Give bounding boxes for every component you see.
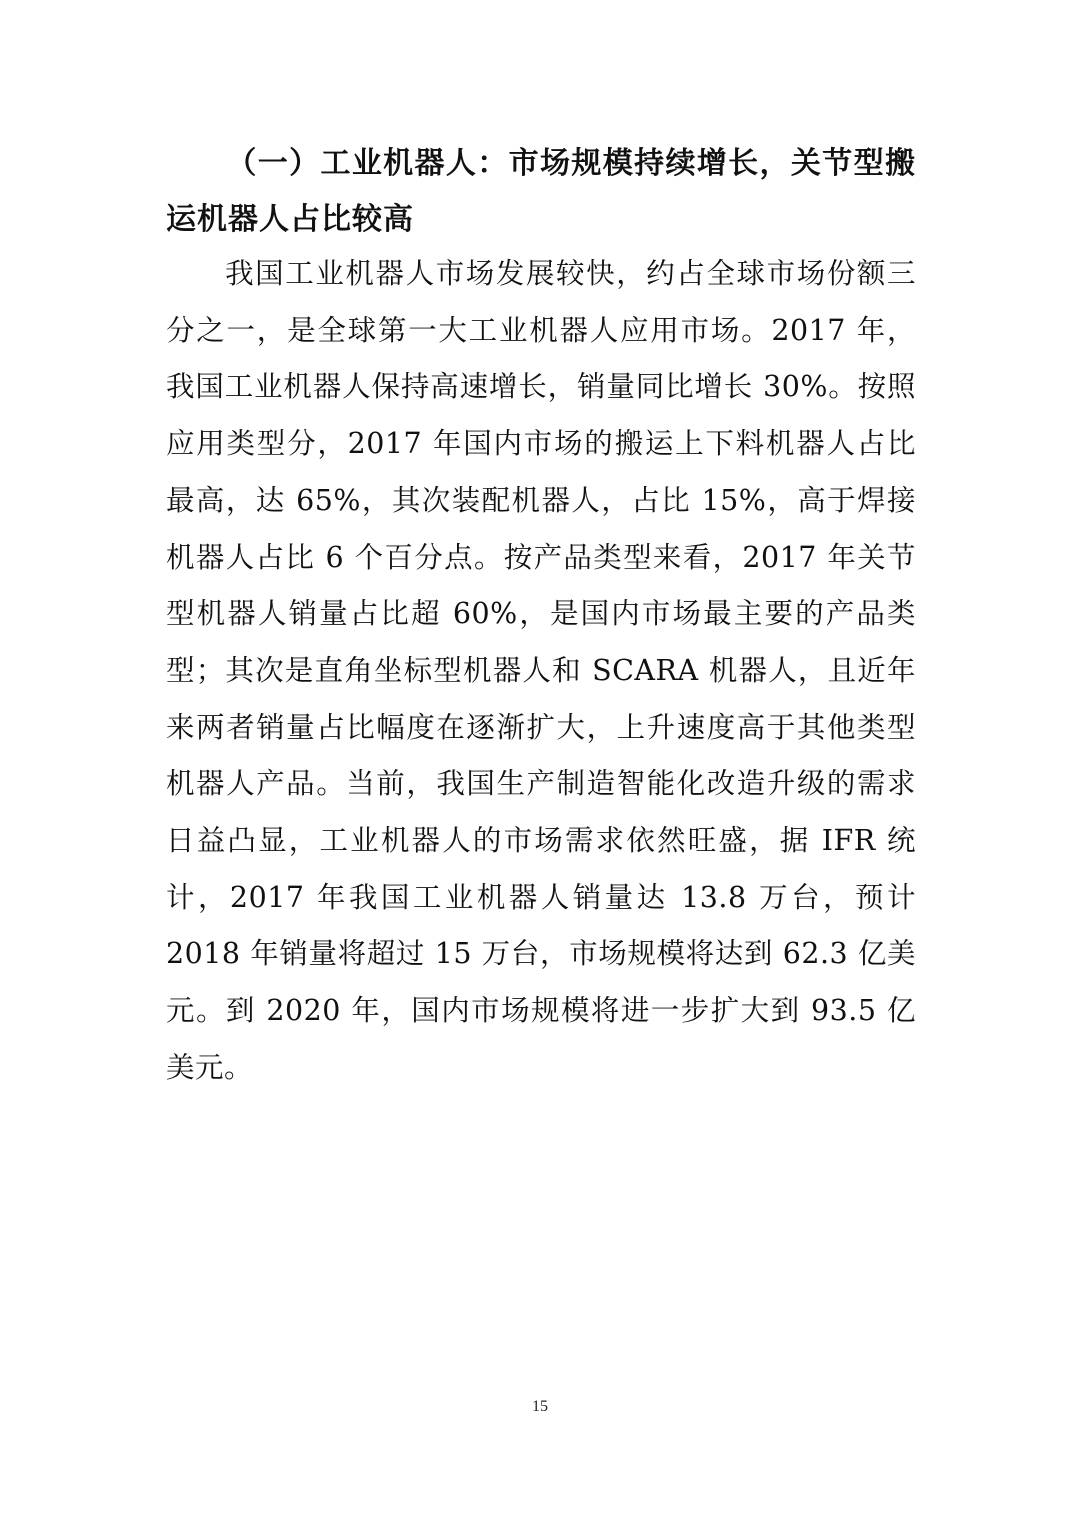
page-number: 15 xyxy=(532,1398,548,1415)
body-paragraph xyxy=(166,246,916,1097)
section-heading xyxy=(166,136,916,248)
body-paragraph-text: 我国工业机器人市场发展较快，约占全球市场份额三分之一，是全球第一大工业机器人应用市场。2017 年，我国工业机器人保持高速增长，销量同比增长 30%。按照应用类型分，2017 年国内市场的搬运上下料机器人占比最高，达 65%，其次装配机器人，占比 15%，高于焊接机器人占比 6 个百分点。按产品类型来看，2017 年关节型机器人销量占比超 60%，是国内市场最主要的产品类型；其次是直角坐标型机器人和 SCARA 机器人，且近年来两者销量占比幅度在逐渐扩大，上升速度高于其他类型机器人产品。当前，我国生产制造智能化改造升级的需求日益凸显，工业机器人的市场需求依然旺盛，据 IFR 统计，2017 年我国工业机器人销量达 13.8 万台，预计 2018 年销量将超过 15 万台，市场规模将达到 62.3 亿美元。到 2020 年，国内市场规模将进一步扩大到 93.5 亿美元。 xyxy=(166,257,916,1084)
section-heading-text: （一）工业机器人：市场规模持续增长，关节型搬运机器人占比较高 xyxy=(166,146,916,237)
